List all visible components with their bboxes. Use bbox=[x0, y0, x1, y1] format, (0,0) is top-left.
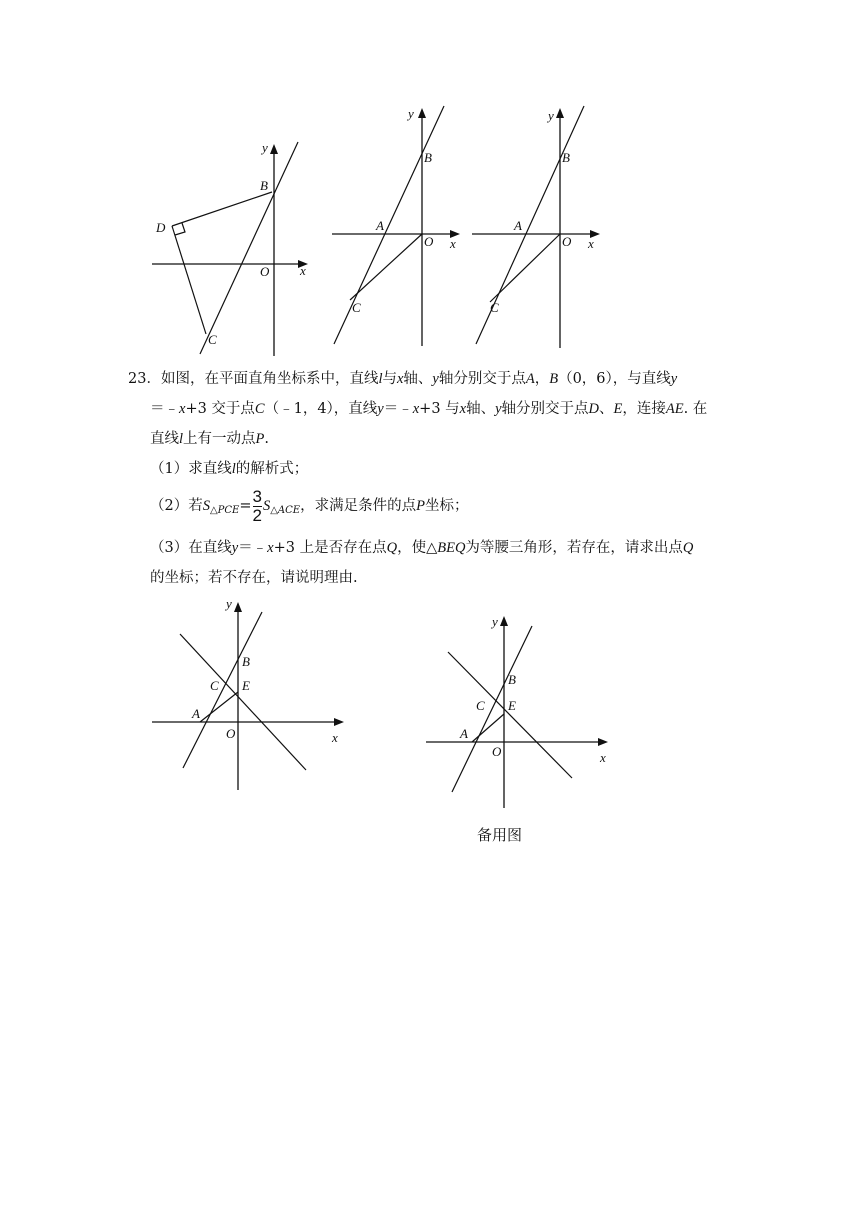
label-a: A bbox=[460, 726, 468, 741]
label-x: x bbox=[588, 236, 594, 251]
label-e: E bbox=[508, 698, 516, 713]
figure-main bbox=[150, 594, 360, 794]
label-c: C bbox=[476, 698, 485, 713]
figure-1 bbox=[150, 138, 310, 358]
line-l bbox=[334, 106, 444, 344]
label-x: x bbox=[450, 236, 456, 251]
question-2: （2）若$S_{\triangle PCE}=$ $\frac{3}{2}$ $S_{\triangle ACE}$，求满足条件的点P坐标； bbox=[150, 486, 469, 525]
label-o: O bbox=[226, 726, 236, 741]
label-e: E bbox=[242, 678, 250, 693]
label-a: A bbox=[192, 706, 200, 721]
label-b: B bbox=[242, 654, 250, 669]
label-a: A bbox=[376, 218, 384, 233]
problem-23 bbox=[128, 364, 778, 593]
label-o: O bbox=[260, 264, 270, 279]
label-d: D bbox=[156, 220, 166, 235]
label-y: y bbox=[548, 108, 554, 123]
label-a: A bbox=[514, 218, 522, 233]
figure-2 bbox=[330, 102, 470, 350]
label-x: x bbox=[300, 263, 306, 278]
line-bc bbox=[200, 142, 298, 354]
line-l bbox=[452, 626, 532, 792]
label-c: C bbox=[208, 332, 217, 347]
label-c: C bbox=[352, 300, 361, 315]
label-b: B bbox=[260, 178, 268, 193]
label-y: y bbox=[262, 140, 268, 155]
label-c: C bbox=[210, 678, 219, 693]
question-1: （1）求直线l的解析式； bbox=[150, 461, 309, 477]
spare-figure-caption: 备用图 bbox=[477, 827, 523, 844]
label-y: y bbox=[408, 106, 414, 121]
line-l bbox=[183, 612, 262, 768]
segment-bd bbox=[172, 192, 272, 226]
label-o: O bbox=[562, 234, 572, 249]
label-o: O bbox=[492, 744, 502, 759]
segment-oc bbox=[490, 234, 560, 302]
segment-dc bbox=[172, 226, 206, 334]
figure-spare bbox=[424, 608, 624, 812]
fraction-three-halves: $\frac{3}{2}$ bbox=[252, 486, 262, 525]
label-o: O bbox=[424, 234, 434, 249]
label-b: B bbox=[562, 150, 570, 165]
label-y: y bbox=[492, 614, 498, 629]
figure-3 bbox=[470, 104, 610, 352]
segment-oc bbox=[350, 234, 422, 300]
label-x: x bbox=[332, 730, 338, 745]
problem-stem-line-1: 23．如图，在平面直角坐标系中，直线l与x轴、y轴分别交于点A，B（0，6），与直线y bbox=[128, 371, 678, 387]
label-c: C bbox=[490, 300, 499, 315]
question-3-cont: 的坐标；若不存在，请说明理由. bbox=[150, 570, 358, 586]
label-b: B bbox=[424, 150, 432, 165]
question-3: （3）在直线y＝﹣x+3 上是否存在点Q，使△BEQ为等腰三角形，若存在，请求出点Q bbox=[150, 540, 694, 556]
label-b: B bbox=[508, 672, 516, 687]
label-x: x bbox=[600, 750, 606, 765]
problem-stem-line-2: ＝﹣x+3 交于点C（﹣1，4），直线y＝﹣x+3 与x轴、y轴分别交于点D、E，连接AE. 在 bbox=[150, 401, 708, 417]
label-y: y bbox=[226, 596, 232, 611]
problem-stem-line-3: 直线l上有一动点P. bbox=[150, 431, 269, 447]
